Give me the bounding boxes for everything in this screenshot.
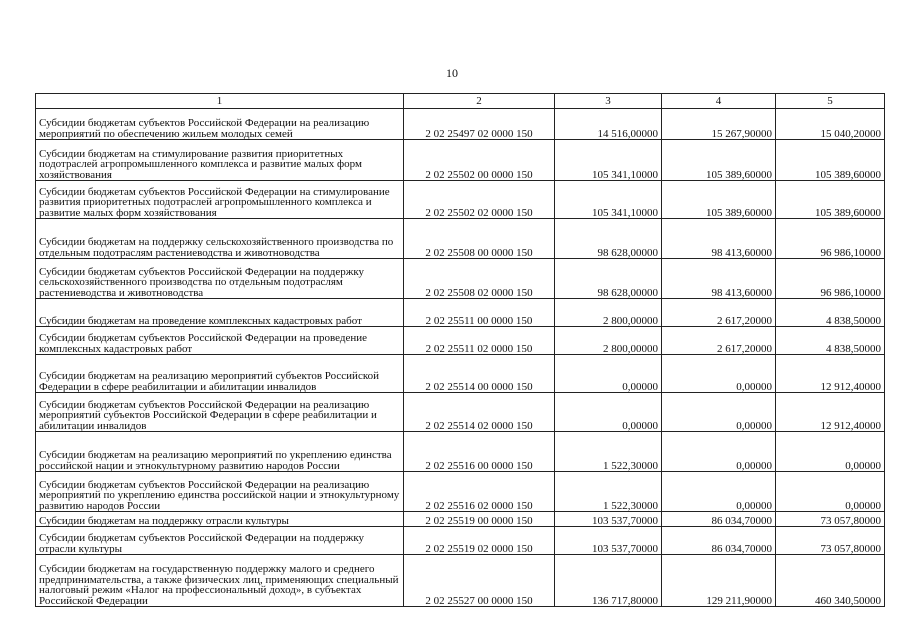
table-row <box>36 472 885 512</box>
budget-table <box>35 93 885 607</box>
row-value-col5: 460 340,50000 <box>776 555 885 607</box>
row-value-col4: 2 617,20000 <box>662 299 776 327</box>
row-name: Субсидии бюджетам на государственную поддержку малого и среднего предпринимательства, а также физических лиц, применяющих специальный налоговый режим «Налог на профессиональный доход», в субъектах Российской Федерации <box>36 555 404 607</box>
table-header-row <box>36 94 885 109</box>
row-value-col4: 129 211,90000 <box>662 555 776 607</box>
row-value-col5: 105 389,60000 <box>776 140 885 181</box>
row-value-col3: 103 537,70000 <box>555 512 662 527</box>
row-value-col3: 1 522,30000 <box>555 432 662 472</box>
row-value-col4: 0,00000 <box>662 355 776 393</box>
table-row <box>36 219 885 259</box>
table-row <box>36 432 885 472</box>
row-value-col5: 12 912,40000 <box>776 355 885 393</box>
row-code: 2 02 25519 00 0000 150 <box>404 512 555 527</box>
row-name: Субсидии бюджетам на реализацию мероприятий субъектов Российской Федерации в сфере реабилитации и абилитации инвалидов <box>36 355 404 393</box>
row-value-col4: 86 034,70000 <box>662 527 776 555</box>
row-value-col4: 86 034,70000 <box>662 512 776 527</box>
row-value-col3: 136 717,80000 <box>555 555 662 607</box>
row-value-col3: 14 516,00000 <box>555 109 662 140</box>
row-value-col4: 0,00000 <box>662 432 776 472</box>
row-value-col5: 12 912,40000 <box>776 393 885 432</box>
row-value-col4: 0,00000 <box>662 393 776 432</box>
table-row <box>36 109 885 140</box>
row-code: 2 02 25508 00 0000 150 <box>404 219 555 259</box>
row-value-col4: 2 617,20000 <box>662 327 776 355</box>
row-value-col5: 15 040,20000 <box>776 109 885 140</box>
row-code: 2 02 25502 02 0000 150 <box>404 181 555 219</box>
row-name: Субсидии бюджетам на поддержку сельскохозяйственного производства по отдельным подотраслям растениеводства и животноводства <box>36 219 404 259</box>
row-value-col5: 96 986,10000 <box>776 219 885 259</box>
row-value-col4: 98 413,60000 <box>662 259 776 299</box>
row-code: 2 02 25511 00 0000 150 <box>404 299 555 327</box>
column-header-3: 3 <box>555 94 662 109</box>
row-code: 2 02 25502 00 0000 150 <box>404 140 555 181</box>
row-value-col3: 2 800,00000 <box>555 299 662 327</box>
row-value-col4: 0,00000 <box>662 472 776 512</box>
row-value-col4: 98 413,60000 <box>662 219 776 259</box>
table-row <box>36 327 885 355</box>
row-value-col5: 105 389,60000 <box>776 181 885 219</box>
row-name: Субсидии бюджетам субъектов Российской Федерации на поддержку сельскохозяйственного производства по отдельным подотраслям растениеводства и животноводства <box>36 259 404 299</box>
column-header-4: 4 <box>662 94 776 109</box>
table-row <box>36 393 885 432</box>
row-value-col3: 0,00000 <box>555 355 662 393</box>
table-row <box>36 355 885 393</box>
row-code: 2 02 25519 02 0000 150 <box>404 527 555 555</box>
row-name: Субсидии бюджетам субъектов Российской Федерации на поддержку отрасли культуры <box>36 527 404 555</box>
row-value-col3: 1 522,30000 <box>555 472 662 512</box>
row-name: Субсидии бюджетам субъектов Российской Федерации на стимулирование развития приоритетных подотраслей агропромышленного комплекса и развитие малых форм хозяйствования <box>36 181 404 219</box>
row-value-col4: 105 389,60000 <box>662 140 776 181</box>
table-row <box>36 181 885 219</box>
row-name: Субсидии бюджетам на реализацию мероприятий по укреплению единства российской нации и этнокультурному развитию народов России <box>36 432 404 472</box>
row-code: 2 02 25516 00 0000 150 <box>404 432 555 472</box>
row-code: 2 02 25514 00 0000 150 <box>404 355 555 393</box>
row-name: Субсидии бюджетам субъектов Российской Федерации на проведение комплексных кадастровых работ <box>36 327 404 355</box>
column-header-5: 5 <box>776 94 885 109</box>
row-value-col3: 98 628,00000 <box>555 219 662 259</box>
row-name: Субсидии бюджетам на проведение комплексных кадастровых работ <box>36 299 404 327</box>
row-value-col3: 105 341,10000 <box>555 140 662 181</box>
row-value-col5: 4 838,50000 <box>776 299 885 327</box>
table-row <box>36 140 885 181</box>
row-name: Субсидии бюджетам субъектов Российской Федерации на реализацию мероприятий по обеспечению жильем молодых семей <box>36 109 404 140</box>
row-value-col5: 96 986,10000 <box>776 259 885 299</box>
row-value-col5: 0,00000 <box>776 432 885 472</box>
row-code: 2 02 25527 00 0000 150 <box>404 555 555 607</box>
row-value-col3: 2 800,00000 <box>555 327 662 355</box>
row-code: 2 02 25514 02 0000 150 <box>404 393 555 432</box>
row-value-col3: 103 537,70000 <box>555 527 662 555</box>
row-value-col5: 4 838,50000 <box>776 327 885 355</box>
row-value-col3: 0,00000 <box>555 393 662 432</box>
row-code: 2 02 25516 02 0000 150 <box>404 472 555 512</box>
page-number: 10 <box>446 66 458 80</box>
row-value-col3: 105 341,10000 <box>555 181 662 219</box>
table-row <box>36 299 885 327</box>
table-row <box>36 527 885 555</box>
row-name: Субсидии бюджетам на поддержку отрасли культуры <box>36 512 404 527</box>
column-header-1: 1 <box>36 94 404 109</box>
row-value-col3: 98 628,00000 <box>555 259 662 299</box>
row-code: 2 02 25497 02 0000 150 <box>404 109 555 140</box>
row-code: 2 02 25511 02 0000 150 <box>404 327 555 355</box>
row-value-col5: 73 057,80000 <box>776 527 885 555</box>
table-row <box>36 555 885 607</box>
row-name: Субсидии бюджетам субъектов Российской Федерации на реализацию мероприятий субъектов Российской Федерации в сфере реабилитации и абилитации инвалидов <box>36 393 404 432</box>
table-row <box>36 259 885 299</box>
row-value-col4: 15 267,90000 <box>662 109 776 140</box>
row-value-col5: 0,00000 <box>776 472 885 512</box>
row-value-col5: 73 057,80000 <box>776 512 885 527</box>
row-name: Субсидии бюджетам на стимулирование развития приоритетных подотраслей агропромышленного комплекса и развитие малых форм хозяйствования <box>36 140 404 181</box>
table-row <box>36 512 885 527</box>
row-name: Субсидии бюджетам субъектов Российской Федерации на реализацию мероприятий по укреплению единства российской нации и этнокультурному развитию народов России <box>36 472 404 512</box>
row-code: 2 02 25508 02 0000 150 <box>404 259 555 299</box>
column-header-2: 2 <box>404 94 555 109</box>
row-value-col4: 105 389,60000 <box>662 181 776 219</box>
